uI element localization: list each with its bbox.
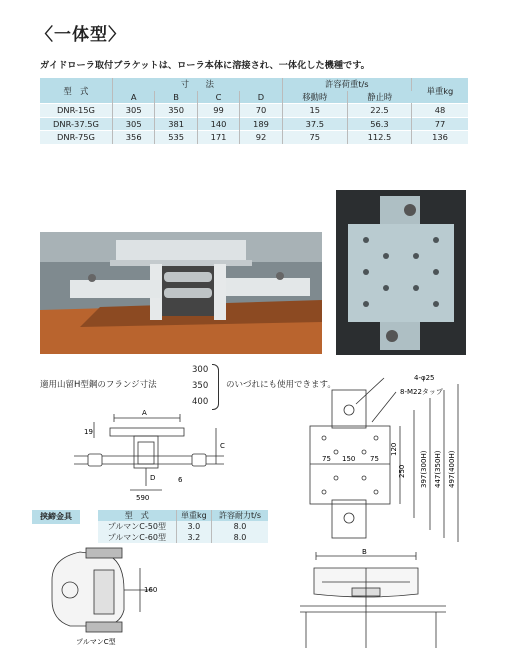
- cell-d: 70: [240, 104, 282, 118]
- dim-497: 497(400H): [448, 450, 456, 488]
- cell-b: 535: [155, 131, 197, 144]
- plate-photo: [336, 190, 466, 355]
- page-subtitle: ガイドローラ取付ブラケットは、ローラ本体に溶接され、一体化した機種です。: [40, 60, 370, 71]
- cell-move: 15: [282, 104, 347, 118]
- dim-250: 250: [398, 464, 406, 478]
- dim-120: 120: [390, 442, 398, 456]
- cell-move: 75: [282, 131, 347, 144]
- spec-header-a: A: [113, 91, 155, 104]
- dim-a: A: [142, 409, 147, 417]
- cell-weight: 77: [412, 117, 469, 131]
- cell-b: 350: [155, 104, 197, 118]
- clamp-cell-model: プルマンC-50型: [98, 521, 176, 532]
- cell-a: 305: [113, 117, 155, 131]
- dim-75-right: 75: [370, 455, 379, 463]
- table-row: [40, 131, 468, 144]
- holes-label: 4-φ25: [414, 374, 435, 382]
- table-row: [40, 117, 468, 131]
- cell-c: 171: [197, 131, 239, 144]
- spec-header-still: 静止時: [347, 91, 411, 104]
- cell-b: 381: [155, 117, 197, 131]
- cell-model: DNR-15G: [40, 104, 113, 118]
- roller-photo-illustration: [40, 232, 322, 354]
- clamp-caption: プルマンC型: [76, 638, 116, 646]
- clamp-header-strength: 許容耐力t/s: [212, 510, 268, 521]
- dim-447: 447(350H): [434, 450, 442, 488]
- cell-still: 22.5: [347, 104, 411, 118]
- tap-label: 8-M22タップ: [400, 388, 443, 396]
- dim-75-left: 75: [322, 455, 331, 463]
- dim-150: 150: [342, 455, 356, 463]
- dim-b: B: [362, 548, 367, 556]
- clamp-cell-model: プルマンC-60型: [98, 532, 176, 543]
- spec-header-move: 移動時: [282, 91, 347, 104]
- dim-d: D: [150, 474, 156, 482]
- cell-still: 112.5: [347, 131, 411, 144]
- cell-c: 140: [197, 117, 239, 131]
- plan-view-drawing: [296, 370, 476, 546]
- spec-header-load: 許容荷重t/s: [282, 78, 411, 91]
- flange-size-300: 300: [192, 365, 209, 375]
- cell-a: 356: [113, 131, 155, 144]
- clamp-dim: 160: [144, 586, 158, 594]
- spec-table: [40, 78, 468, 144]
- cell-model: DNR-37.5G: [40, 117, 113, 131]
- clamp-cell-strength: 8.0: [233, 533, 247, 542]
- dim-c: C: [220, 442, 225, 450]
- spec-header-model: 型 式: [40, 78, 113, 104]
- cell-a: 305: [113, 104, 155, 118]
- table-row: [40, 104, 468, 118]
- dim-19: 19: [84, 428, 93, 436]
- flange-size-stack: [192, 362, 208, 410]
- dim-590: 590: [136, 494, 150, 502]
- table-row: [98, 521, 268, 532]
- side-section-drawing: [64, 404, 234, 504]
- dim-6: 6: [178, 476, 183, 484]
- clamp-header-weight: 単重kg: [176, 510, 211, 521]
- clamp-drawing: [40, 540, 170, 650]
- flange-size-350: 350: [192, 381, 209, 391]
- flange-size-400: 400: [192, 397, 209, 407]
- page-title: 〈一体型〉: [36, 25, 126, 45]
- clamp-cell-weight: 3.2: [176, 532, 211, 543]
- dim-397: 397(300H): [420, 450, 428, 488]
- cell-move: 37.5: [282, 117, 347, 131]
- spec-header-c: C: [197, 91, 239, 104]
- cell-still: 56.3: [347, 117, 411, 131]
- cell-model: DNR-75G: [40, 131, 113, 144]
- clamp-cell-strength: 8.0: [233, 522, 247, 531]
- flange-note-prefix: 適用山留H型鋼のフランジ寸法: [40, 380, 157, 390]
- clamp-header-model: 型 式: [98, 510, 176, 521]
- clamp-table: [98, 510, 268, 543]
- cell-d: 189: [240, 117, 282, 131]
- cell-d: 92: [240, 131, 282, 144]
- plate-photo-illustration: [336, 190, 466, 355]
- clamp-cell-weight: 3.0: [176, 521, 211, 532]
- spec-header-b: B: [155, 91, 197, 104]
- roller-photo: [40, 232, 322, 354]
- spec-header-d: D: [240, 91, 282, 104]
- spec-header-dimensions: 寸 法: [113, 78, 283, 91]
- elevation-drawing: [296, 548, 466, 652]
- cell-weight: 48: [434, 105, 446, 116]
- spec-header-weight: 単重kg: [412, 78, 469, 104]
- cell-weight: 136: [432, 132, 448, 143]
- clamp-title: 挟締金具: [32, 510, 80, 524]
- cell-c: 99: [197, 104, 239, 118]
- flange-note-suffix: のいづれにも使用できます。: [226, 380, 336, 390]
